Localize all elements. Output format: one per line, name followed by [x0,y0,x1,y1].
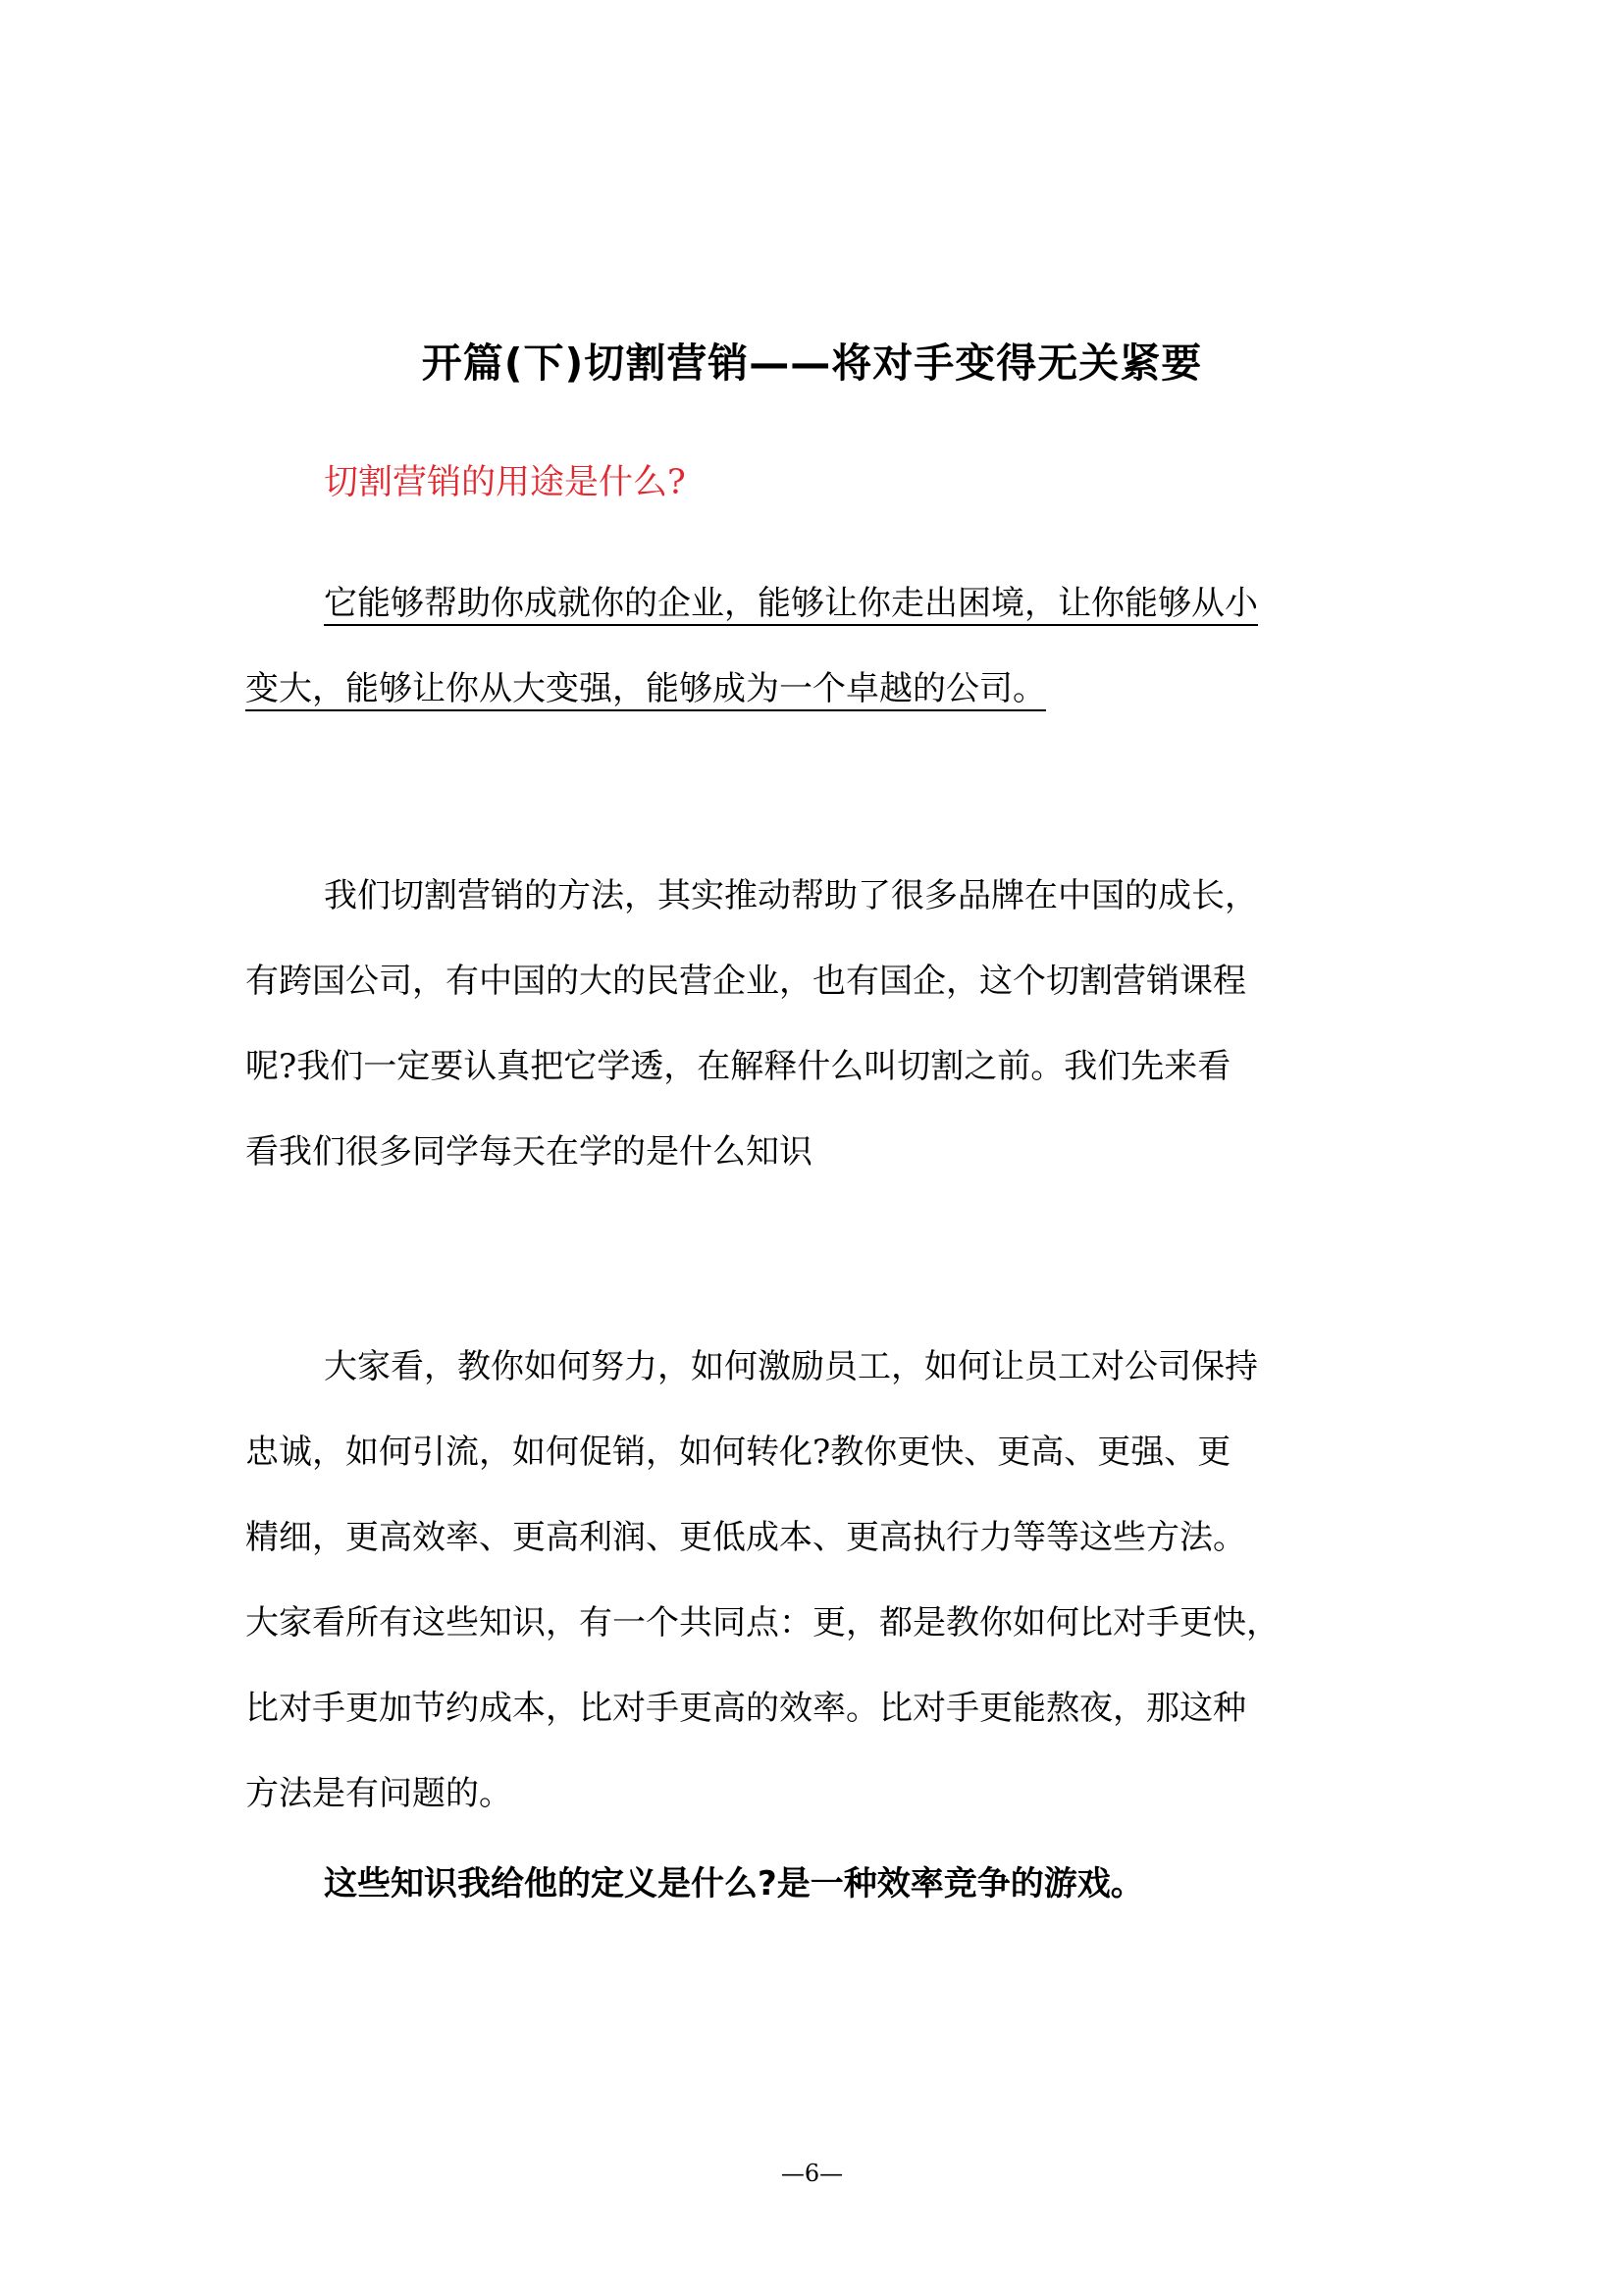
paragraph-line: 方法是有问题的。 [245,1774,512,1813]
emphasis-statement: 这些知识我给他的定义是什么?是一种效率竞争的游戏。 [324,1864,1144,1904]
page-title: 开篇(下)切割营销——将对手变得无关紧要 [421,339,1203,387]
paragraph-line: 有跨国公司，有中国的大的民营企业，也有国企，这个切割营销课程 [245,962,1246,1001]
paragraph-efficiency [245,1325,1388,1837]
paragraph-line: 大家看所有这些知识，有一个共同点：更，都是教你如何比对手更快， [245,1603,1280,1643]
paragraph-line: 它能够帮助你成就你的企业，能够让你走出困境，让你能够从小 [324,584,1258,623]
paragraph-line: 忠诚，如何引流，如何促销，如何转化?教你更快、更高、更强、更 [245,1433,1231,1472]
section-question: 切割营销的用途是什么? [324,463,686,502]
paragraph-line: 大家看，教你如何努力，如何激励员工，如何让员工对公司保持 [324,1347,1258,1386]
paragraph-methods [245,854,1388,1195]
page-number: —6— [780,2160,844,2187]
paragraph-line: 变大，能够让你从大变强，能够成为一个卓越的公司。 [245,669,1046,708]
paragraph-line: 呢?我们一定要认真把它学透，在解释什么叫切割之前。我们先来看 [245,1047,1231,1086]
paragraph-underlined [245,561,1388,732]
paragraph-line: 看我们很多同学每天在学的是什么知识 [245,1132,812,1172]
paragraph-line: 精细，更高效率、更高利润、更低成本、更高执行力等等这些方法。 [245,1518,1246,1557]
paragraph-line: 我们切割营销的方法，其实推动帮助了很多品牌在中国的成长， [324,876,1258,915]
paragraph-line: 比对手更加节约成本，比对手更高的效率。比对手更能熬夜，那这种 [245,1689,1246,1728]
